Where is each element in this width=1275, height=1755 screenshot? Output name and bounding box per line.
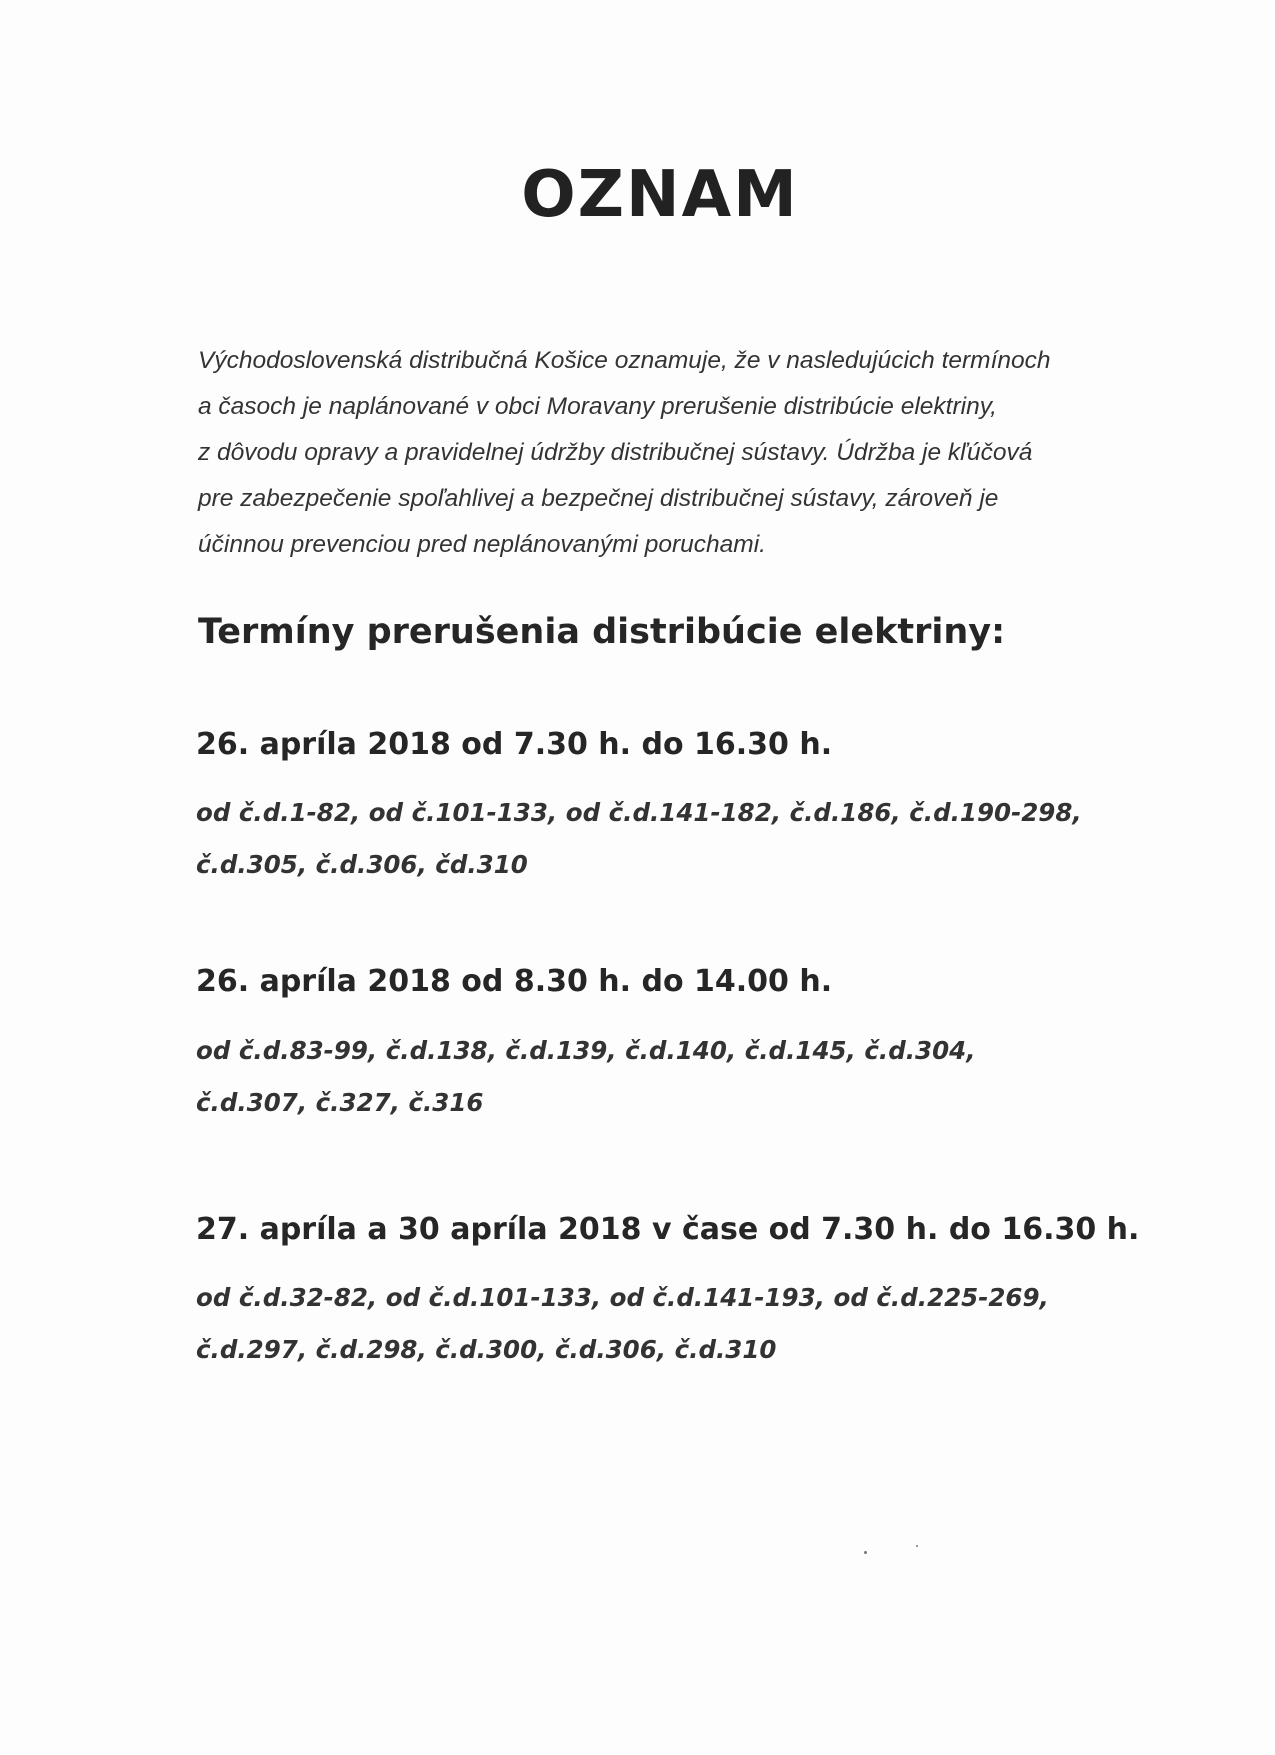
terms-heading: Termíny prerušenia distribúcie elektriny:	[198, 612, 1006, 652]
notice-title: OZNAM	[521, 158, 799, 232]
term-house-numbers	[196, 787, 1196, 891]
term-date: 27. apríla a 30 apríla 2018 v čase od 7.30 h. do 16.30 h.	[196, 1212, 1140, 1247]
house-numbers-line: č.d.307, č.327, č.316	[196, 1088, 484, 1117]
term-date: 26. apríla 2018 od 8.30 h. do 14.00 h.	[196, 964, 833, 999]
intro-line: pre zabezpečenie spoľahlivej a bezpečnej distribučnej sústavy, zároveň je	[198, 485, 999, 512]
term-date: 26. apríla 2018 od 7.30 h. do 16.30 h.	[196, 727, 833, 762]
intro-line: a časoch je naplánované v obci Moravany prerušenie distribúcie elektriny,	[198, 393, 997, 420]
term-house-numbers	[196, 1025, 1196, 1129]
house-numbers-line: č.d.297, č.d.298, č.d.300, č.d.306, č.d.310	[196, 1335, 777, 1364]
term-house-numbers	[196, 1272, 1196, 1376]
scan-speck	[916, 1545, 918, 1547]
intro-line: Východoslovenská distribučná Košice oznamuje, že v nasledujúcich termínoch	[198, 347, 1051, 374]
house-numbers-line: od č.d.83-99, č.d.138, č.d.139, č.d.140, č.d.145, č.d.304,	[196, 1036, 976, 1065]
intro-line: z dôvodu opravy a pravidelnej údržby distribučnej sústavy. Údržba je kľúčová	[198, 439, 1033, 466]
house-numbers-line: č.d.305, č.d.306, čd.310	[196, 850, 528, 879]
scan-speck	[864, 1551, 867, 1554]
intro-paragraph	[198, 338, 1168, 568]
intro-line: účinnou prevenciou pred neplánovanými poruchami.	[198, 531, 766, 558]
house-numbers-line: od č.d.32-82, od č.d.101-133, od č.d.141-193, od č.d.225-269,	[196, 1283, 1049, 1312]
house-numbers-line: od č.d.1-82, od č.101-133, od č.d.141-182, č.d.186, č.d.190-298,	[196, 798, 1082, 827]
